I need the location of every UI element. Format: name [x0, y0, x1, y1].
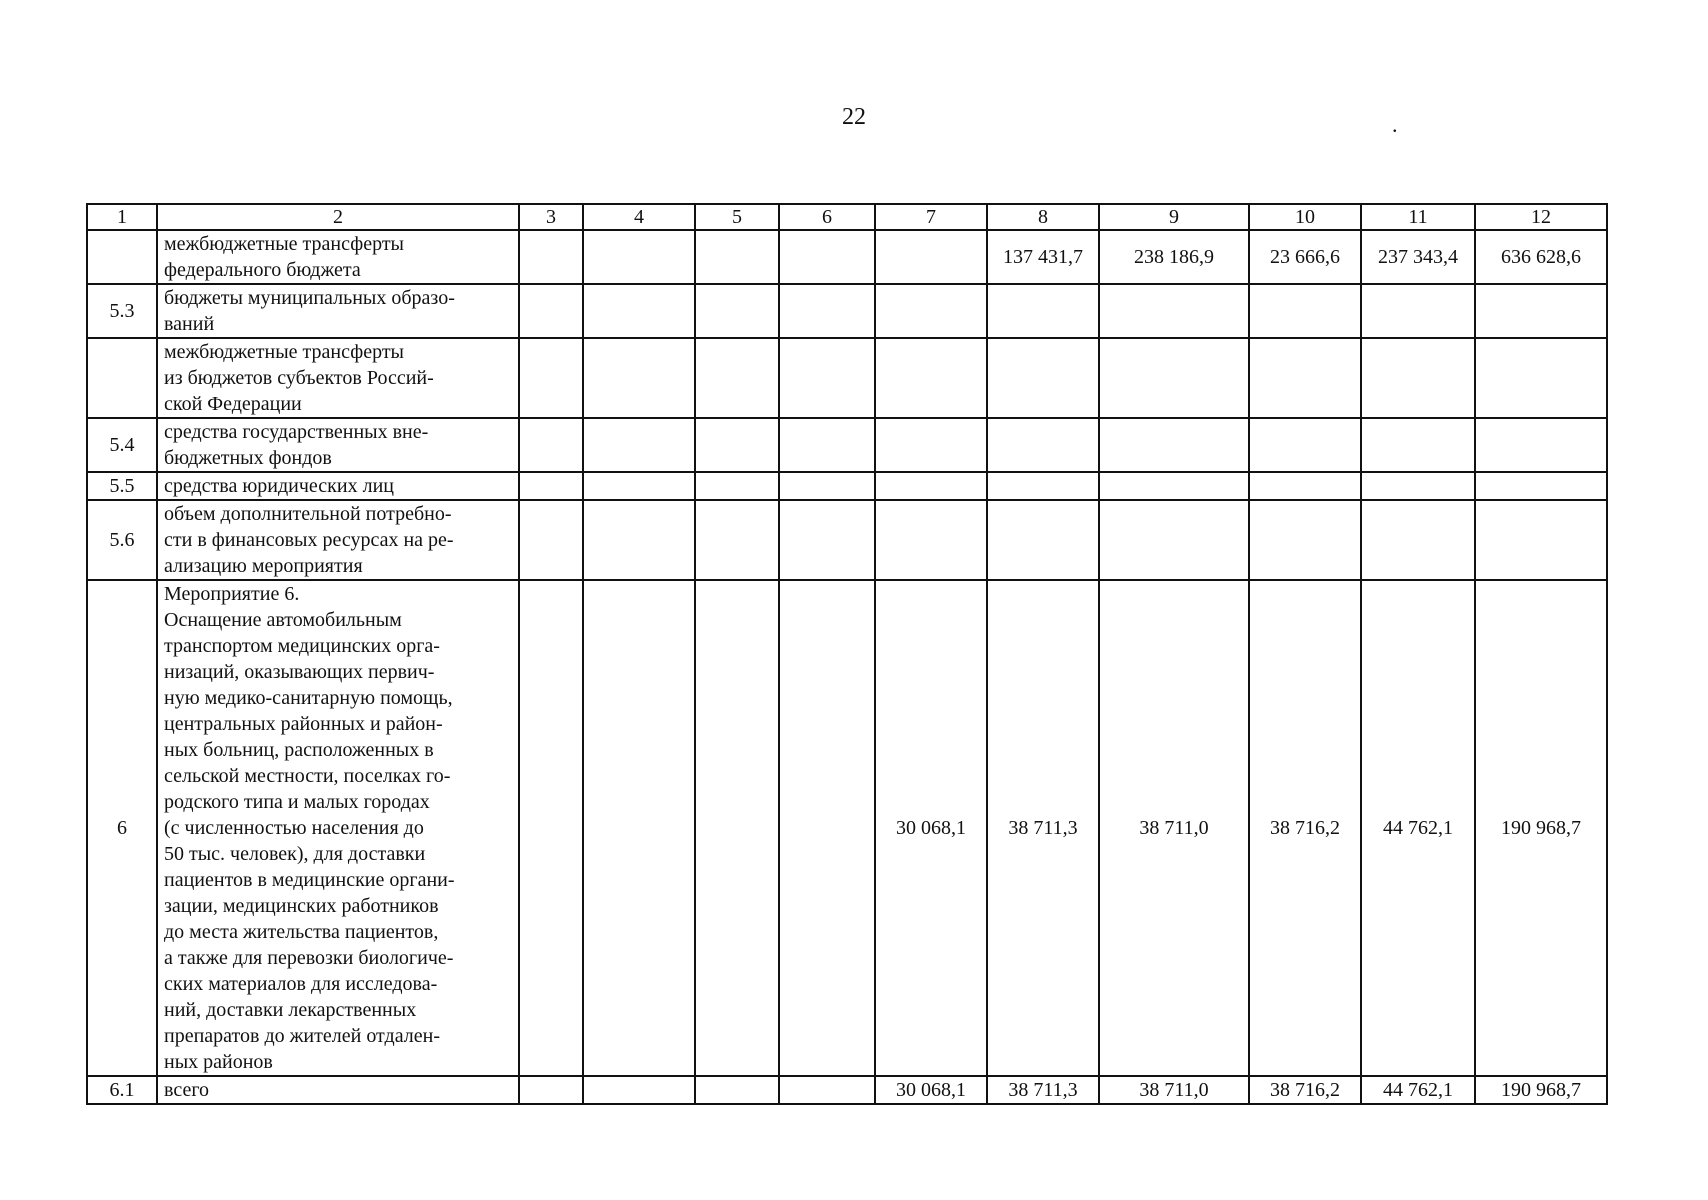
description-line: низаций, оказывающих первич-	[164, 661, 435, 683]
value-cell-col-9	[1099, 338, 1249, 418]
description-line: Оснащение автомобильным	[164, 609, 402, 631]
value-cell-col-3	[519, 472, 583, 500]
value-cell-col-11: 237 343,4	[1361, 230, 1475, 284]
value-cell-col-9	[1099, 472, 1249, 500]
description-line: всего	[164, 1079, 210, 1101]
value-cell-col-4	[583, 1076, 695, 1104]
value-cell-col-4	[583, 230, 695, 284]
value-cell-col-7	[875, 500, 987, 580]
corner-mark: .	[1392, 112, 1398, 137]
description-line: ний, доставки лекарственных	[164, 999, 417, 1021]
description-line: а также для перевозки биологиче-	[164, 947, 454, 969]
value-cell-col-6	[779, 1076, 875, 1104]
row-description	[157, 580, 519, 1076]
table-row	[87, 338, 1607, 418]
value-cell-col-3	[519, 418, 583, 472]
value-cell-col-6	[779, 230, 875, 284]
value-cell-col-8	[987, 418, 1099, 472]
value-cell-col-11	[1361, 500, 1475, 580]
value-cell-col-8	[987, 284, 1099, 338]
description-line: пациентов в медицинские органи-	[164, 869, 455, 891]
value-cell-col-12: 190 968,7	[1475, 1076, 1607, 1104]
row-description	[157, 418, 519, 472]
description-line: ской Федерации	[164, 393, 302, 415]
value-cell-col-10: 23 666,6	[1249, 230, 1361, 284]
value-cell-col-5	[695, 418, 779, 472]
description-line: межбюджетные трансферты	[164, 233, 404, 255]
value-cell-col-6	[779, 284, 875, 338]
row-description	[157, 284, 519, 338]
value-cell-col-11	[1361, 418, 1475, 472]
row-number: 6	[87, 580, 157, 1076]
column-header: 8	[987, 204, 1099, 230]
row-number: 5.6	[87, 500, 157, 580]
value-cell-col-3	[519, 284, 583, 338]
value-cell-col-12	[1475, 418, 1607, 472]
row-number: 6.1	[87, 1076, 157, 1104]
description-line: бюджеты муниципальных образо-	[164, 287, 455, 309]
value-cell-col-7	[875, 284, 987, 338]
column-header: 1	[87, 204, 157, 230]
value-cell-col-12	[1475, 500, 1607, 580]
value-cell-col-4	[583, 338, 695, 418]
description-line: средства государственных вне-	[164, 421, 429, 443]
value-cell-col-3	[519, 1076, 583, 1104]
value-cell-col-6	[779, 500, 875, 580]
description-line: ализацию мероприятия	[164, 555, 363, 577]
value-cell-col-11: 44 762,1	[1361, 580, 1475, 1076]
value-cell-col-5	[695, 472, 779, 500]
row-description	[157, 500, 519, 580]
description-line: препаратов до жителей отдален-	[164, 1025, 440, 1047]
value-cell-col-7: 30 068,1	[875, 580, 987, 1076]
description-line: ных больниц, расположенных в	[164, 739, 434, 761]
table-row	[87, 472, 1607, 500]
description-line: сти в финансовых ресурсах на ре-	[164, 529, 454, 551]
value-cell-col-10	[1249, 284, 1361, 338]
value-cell-col-11	[1361, 472, 1475, 500]
value-cell-col-7	[875, 338, 987, 418]
table-row	[87, 418, 1607, 472]
description-line: ваний	[164, 313, 215, 335]
value-cell-col-9: 38 711,0	[1099, 1076, 1249, 1104]
description-line: Мероприятие 6.	[164, 583, 300, 605]
value-cell-col-3	[519, 230, 583, 284]
description-line: ских материалов для исследова-	[164, 973, 438, 995]
page-number: 22	[842, 104, 866, 130]
value-cell-col-12: 636 628,6	[1475, 230, 1607, 284]
description-line: федерального бюджета	[164, 259, 361, 281]
table-header-row	[87, 204, 1607, 230]
value-cell-col-11	[1361, 284, 1475, 338]
value-cell-col-3	[519, 580, 583, 1076]
table-body	[87, 204, 1607, 1104]
row-description	[157, 230, 519, 284]
column-header: 2	[157, 204, 519, 230]
value-cell-col-6	[779, 338, 875, 418]
description-line: объем дополнительной потребно-	[164, 503, 452, 525]
value-cell-col-11	[1361, 338, 1475, 418]
value-cell-col-8	[987, 472, 1099, 500]
column-header: 11	[1361, 204, 1475, 230]
table-row	[87, 230, 1607, 284]
description-line: из бюджетов субъектов Россий-	[164, 367, 434, 389]
value-cell-col-10: 38 716,2	[1249, 580, 1361, 1076]
value-cell-col-5	[695, 338, 779, 418]
column-header: 7	[875, 204, 987, 230]
row-description	[157, 338, 519, 418]
description-line: родского типа и малых городах	[164, 791, 430, 813]
value-cell-col-9: 238 186,9	[1099, 230, 1249, 284]
value-cell-col-8: 38 711,3	[987, 1076, 1099, 1104]
column-header: 6	[779, 204, 875, 230]
value-cell-col-6	[779, 472, 875, 500]
description-line: зации, медицинских работников	[164, 895, 439, 917]
value-cell-col-5	[695, 230, 779, 284]
description-line: транспортом медицинских орга-	[164, 635, 440, 657]
table-row	[87, 500, 1607, 580]
value-cell-col-4	[583, 500, 695, 580]
value-cell-col-5	[695, 1076, 779, 1104]
value-cell-col-5	[695, 500, 779, 580]
row-number: 5.4	[87, 418, 157, 472]
table-row	[87, 580, 1607, 1076]
value-cell-col-7: 30 068,1	[875, 1076, 987, 1104]
value-cell-col-8: 137 431,7	[987, 230, 1099, 284]
value-cell-col-12	[1475, 472, 1607, 500]
value-cell-col-9	[1099, 284, 1249, 338]
table-row	[87, 284, 1607, 338]
value-cell-col-12	[1475, 284, 1607, 338]
value-cell-col-4	[583, 472, 695, 500]
description-line: ную медико-санитарную помощь,	[164, 687, 453, 709]
description-line: ных районов	[164, 1051, 273, 1073]
value-cell-col-8	[987, 338, 1099, 418]
column-header: 10	[1249, 204, 1361, 230]
value-cell-col-7	[875, 472, 987, 500]
value-cell-col-9	[1099, 418, 1249, 472]
description-line: 50 тыс. человек), для доставки	[164, 843, 426, 865]
table-row	[87, 1076, 1607, 1104]
value-cell-col-10	[1249, 500, 1361, 580]
row-number: 5.3	[87, 284, 157, 338]
value-cell-col-10	[1249, 338, 1361, 418]
value-cell-col-5	[695, 580, 779, 1076]
column-header: 4	[583, 204, 695, 230]
row-number: 5.5	[87, 472, 157, 500]
value-cell-col-4	[583, 418, 695, 472]
value-cell-col-10	[1249, 472, 1361, 500]
value-cell-col-7	[875, 230, 987, 284]
value-cell-col-9	[1099, 500, 1249, 580]
value-cell-col-8: 38 711,3	[987, 580, 1099, 1076]
row-number	[87, 338, 157, 418]
row-number	[87, 230, 157, 284]
row-description	[157, 472, 519, 500]
description-line: сельской местности, поселках го-	[164, 765, 451, 787]
value-cell-col-9: 38 711,0	[1099, 580, 1249, 1076]
value-cell-col-8	[987, 500, 1099, 580]
value-cell-col-11: 44 762,1	[1361, 1076, 1475, 1104]
value-cell-col-10	[1249, 418, 1361, 472]
description-line: бюджетных фондов	[164, 447, 332, 469]
description-line: средства юридических лиц	[164, 475, 394, 497]
value-cell-col-4	[583, 284, 695, 338]
row-description	[157, 1076, 519, 1104]
column-header: 5	[695, 204, 779, 230]
value-cell-col-3	[519, 338, 583, 418]
value-cell-col-7	[875, 418, 987, 472]
column-header: 12	[1475, 204, 1607, 230]
value-cell-col-12: 190 968,7	[1475, 580, 1607, 1076]
value-cell-col-3	[519, 500, 583, 580]
budget-table	[86, 203, 1608, 1105]
column-header: 9	[1099, 204, 1249, 230]
description-line: до места жительства пациентов,	[164, 921, 439, 943]
value-cell-col-10: 38 716,2	[1249, 1076, 1361, 1104]
value-cell-col-12	[1475, 338, 1607, 418]
value-cell-col-4	[583, 580, 695, 1076]
value-cell-col-6	[779, 580, 875, 1076]
value-cell-col-5	[695, 284, 779, 338]
description-line: межбюджетные трансферты	[164, 341, 404, 363]
column-header: 3	[519, 204, 583, 230]
description-line: центральных районных и район-	[164, 713, 443, 735]
value-cell-col-6	[779, 418, 875, 472]
description-line: (с численностью населения до	[164, 817, 424, 839]
